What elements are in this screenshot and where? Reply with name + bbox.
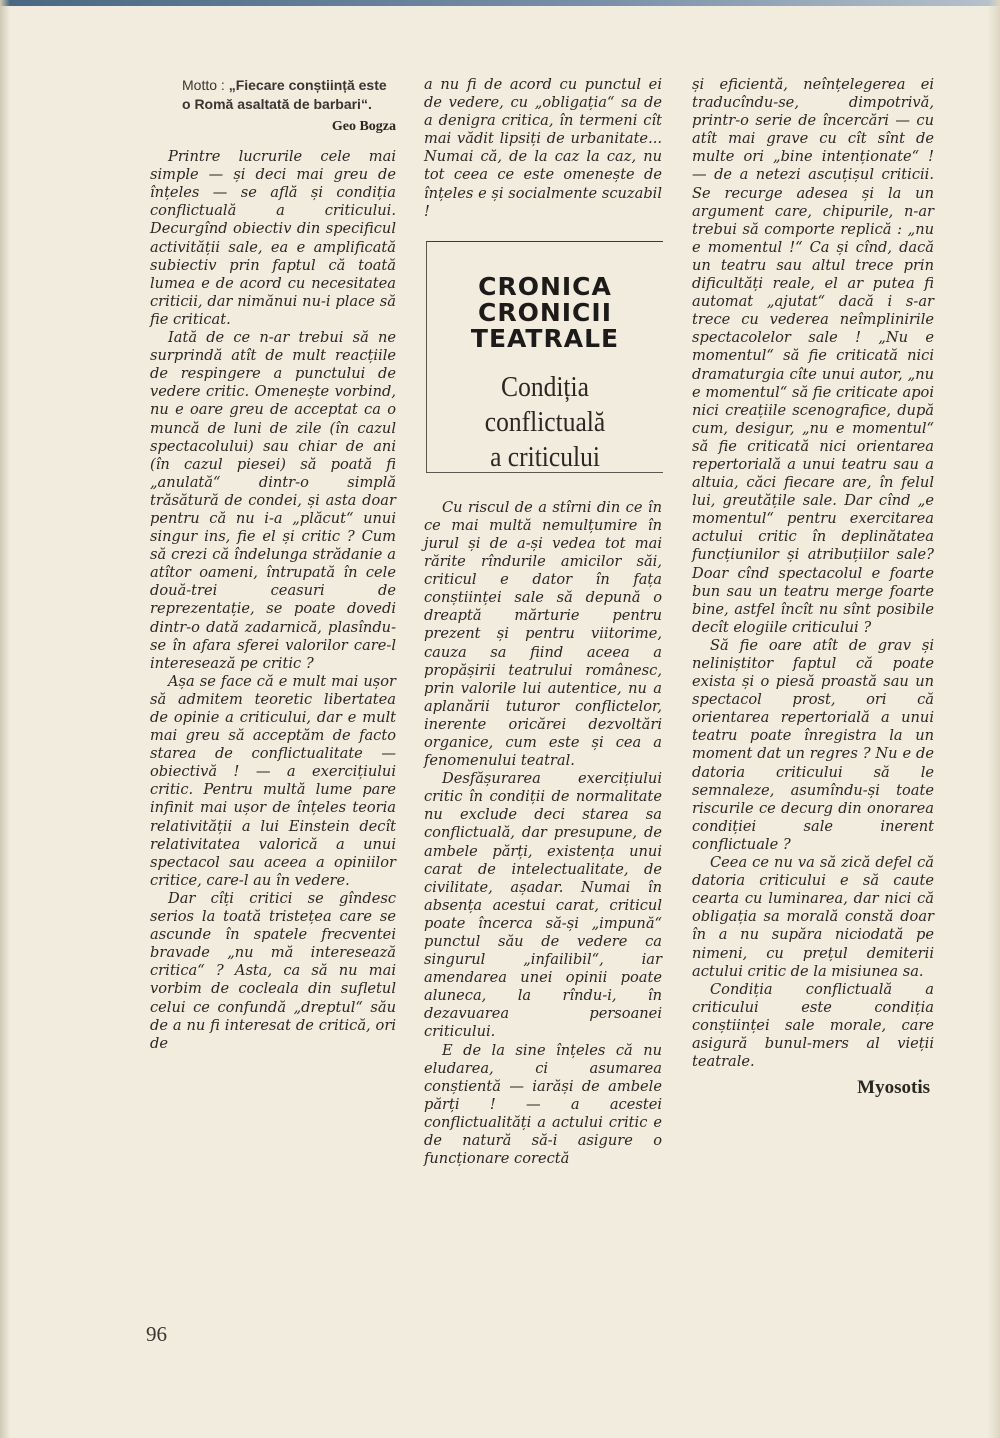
page-number: 96	[146, 1322, 167, 1346]
motto	[182, 76, 396, 114]
rubric-line: TEATRALE	[470, 323, 620, 353]
article-title	[441, 370, 649, 475]
column-1	[150, 76, 396, 1053]
paragraph: Condiția conflictuală a criticului este condiția conștiinței sale morale, care asigură bunul-mers al vieții teatrale.	[692, 980, 934, 1071]
title-line: conflictuală	[484, 405, 606, 438]
paragraph: a nu fi de acord cu punctul ei de vedere, cu „obligația“ sa de a denigra critica, în termeni cît mai vădit lipsiți de urbanitate... Numai că, de la caz la caz, nu tot ceea ce este omenește de înțeles e și socialmente scuzabil !	[424, 76, 662, 220]
rubric-heading	[427, 271, 663, 353]
paragraph: Dar cîți critici se gîndesc serios la toată tristețea care se ascunde în spatele frecventei bravade „nu mă interesează critica“ ? Asta, ca să nu mai vorbim de cocleala din sufletul celui ce confundă „dreptul“ său de a nu fi interesat de critică, ori de	[150, 889, 396, 1052]
rubric-line: CRONICA	[478, 271, 612, 301]
motto-quote: „Fiecare conștiință este o Romă asaltată de barbari“.	[182, 77, 387, 112]
column-3	[692, 76, 934, 1097]
page-left-shadow	[0, 0, 10, 1438]
column-2	[424, 76, 662, 1168]
motto-label: Motto :	[182, 77, 225, 93]
paragraph: E de la sine înțeles că nu eludarea, ci asumarea conștientă — iarăși de ambele părți ! — a acestei conflictualități a actului critic e de natură să-i asigure o funcționare corectă	[424, 1041, 662, 1168]
paragraph: Iată de ce n-ar trebui să ne surprindă atît de mult reacțiile de respingere a punctului de vedere critic. Omenește vorbind, nu e oare greu de acceptat ca o muncă de luni de zile (în cazul spectacolului) sau chiar de ani (în cazul piesei) să poată fi „anulată“ dintr-o simplă trăsătură de condei, și asta doar pentru că nu i-a „plăcut“ unui singur ins, fie el și critic ? Cum să crezi că îndelunga strădanie a atîtor oameni, întrupată în cele două-trei ceasuri de reprezentație, se poate dovedi dintr-o dată zadarnică, plasîndu-se în afara sferei valorilor care-l interesează pe critic ?	[150, 329, 396, 672]
title-line: a criticului	[490, 440, 600, 473]
paragraph: Așa se face că e mult mai ușor să admitem teoretic libertatea de opinie a criticului, dar e mult mai greu să acceptăm de facto starea de conflictualitate — obiectivă ! — a exercițiului critic. Pentru multă lume pare infinit mai ușor de înțeles teoria relativității a lui Einstein decît relativitatea valorică a unui spectacol sau aceea a opiniilor critice, care-l au în vedere.	[150, 672, 396, 889]
paragraph: și eficientă, neînțelegerea ei traducîndu-se, dimpotrivă, printr-o serie de încercări — cu atît mai grave cu cît sînt de multe ori „bine intenționate“ ! — de a netezi ascuțișul criticii. Se recurge adesea și la un argument care, chipurile, n-ar trebui să comporte replică : „nu e momentul !“ Ca și cînd, dacă un teatru sau altul trece prin dificultăți reale, el ar putea fi automat „ajutat“ dacă i s-ar trece cu vederea neîmplinirile spectacolelor sale ! „Nu e momentul“ să fie criticată nici dramaturgia cîte unui autor, „nu e momentul“ să fie criticate apoi nici creațiile scenografice, după cum, desigur, „nu e momentul“ să fie criticată nici orientarea repertorială a unui teatru sau a altuia, căci fiecare are, în felul lui, greutățile sale. Dar cînd „e momentul“ pentru exercitarea actului critic în deplinătatea funcțiunilor și atribuțiilor sale? Doar cînd spectacolul e foarte bun sau un teatru merge foarte bine, astfel încît nu sînt posibile decît elogiile criticului ?	[692, 76, 934, 636]
top-color-band	[0, 0, 1000, 6]
paragraph: Printre lucrurile cele mai simple — și deci mai greu de înțeles — se află și condiția conflictuală a criticului. Decurgînd obiectiv din specificul activității sale, ea e amplificată subiectiv prin faptul că toată lumea e de acord cu necesitatea criticii, dar nimănui nu-i place să fie criticat.	[150, 148, 396, 328]
paragraph: Desfășurarea exercițiului critic în condiții de normalitate nu exclude deci starea sa conflictuală, dar presupune, de ambele părți, existența unui carat de intelectualitate, de civilitate, așadar. Numai în absența acestui carat, criticul poate încerca să-și „impună“ punctul său de vedere ca singurul „infailibil“, iar amendarea unei opinii poate aluneca, la rîndu-i, în dezavuarea persoanei criticului.	[424, 770, 662, 1041]
page-right-edge	[988, 0, 1000, 1438]
author-signature: Myosotis	[857, 1077, 930, 1099]
title-line: Condiția	[501, 370, 589, 403]
motto-author: Geo Bogza	[331, 119, 396, 134]
paragraph: Să fie oare atît de grav și neliniștitor faptul că poate exista și o piesă proastă sau un spectacol prost, ori că orientarea repertorială a unui teatru poate înregistra la un moment dat un regres ? Nu e de datoria criticului să le semnaleze, asumîndu-și toate riscurile ce decurg din onorarea condiției sale inerent conflictuale ?	[692, 636, 934, 853]
paragraph: Cu riscul de a stîrni din ce în ce mai multă nemulțumire în jurul și de a-și vedea tot mai rărite rîndurile amicilor săi, criticul e dator în fața conștiinței sale să depună o dreaptă mărturie pentru prezent și pentru viitorime, cauza sa fiind aceea a propășirii teatrului românesc, prin valorile lui autentice, nu a aplanării tuturor conflictelor, inerente oricărei dezvoltări organice, cum este și cea a fenomenului teatral.	[424, 498, 662, 770]
title-box	[426, 241, 663, 473]
paragraph: Ceea ce nu va să zică defel că datoria criticului e să caute cearta cu luminarea, dar nici că obligația sa morală constă doar în a nu supăra niciodată pe nimeni, cu prețul demiterii actului critic de la misiunea sa.	[692, 854, 934, 980]
rubric-line: CRONICII	[477, 297, 613, 327]
